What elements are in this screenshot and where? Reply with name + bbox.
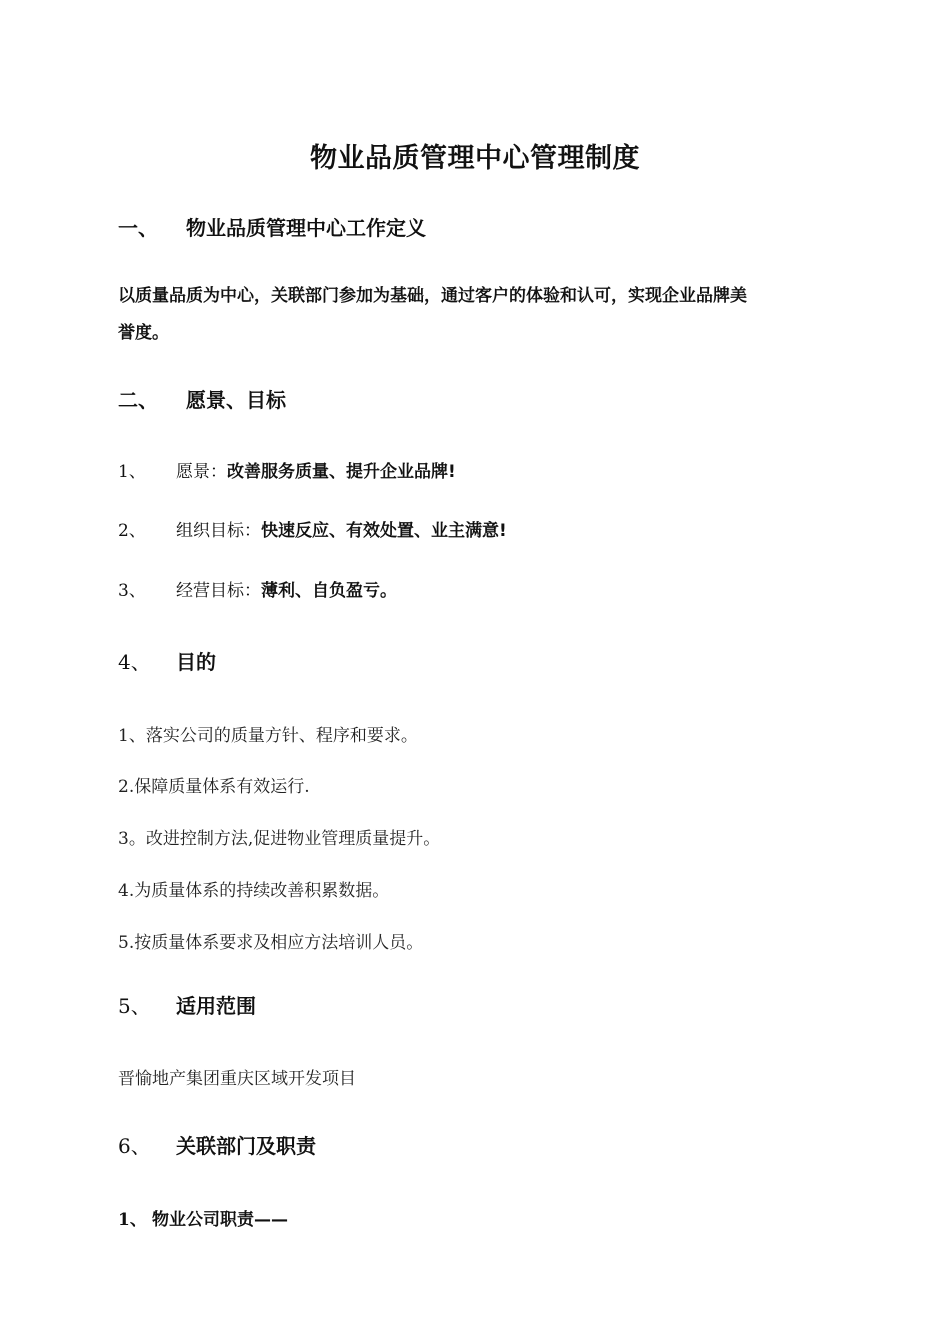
section-heading-purpose — [118, 646, 216, 675]
section-title: 愿景、目标 — [186, 388, 286, 412]
list-item — [118, 516, 507, 541]
list-item — [118, 576, 397, 601]
paragraph-line: 以质量品质为中心，关联部门参加为基础，通过客户的体验和认可，实现企业品牌美 — [118, 286, 747, 306]
section-number: 二、 — [118, 388, 158, 412]
item-number: 3、 — [118, 581, 146, 601]
section-number: 一、 — [118, 216, 158, 240]
section-number: 4、 — [118, 650, 151, 674]
purpose-item: 1、落实公司的质量方针、程序和要求。 — [118, 726, 418, 746]
section-heading-vision — [118, 384, 286, 413]
section-title: 适用范围 — [176, 994, 256, 1018]
purpose-item: 4.为质量体系的持续改善积累数据。 — [118, 881, 390, 901]
subsection-title: 物业公司职责—— — [152, 1210, 288, 1230]
purpose-item: 2.保障质量体系有效运行. — [118, 777, 310, 797]
purpose-item: 5.按质量体系要求及相应方法培训人员。 — [118, 933, 424, 953]
section-title: 关联部门及职责 — [176, 1134, 316, 1158]
section-number: 6、 — [118, 1134, 151, 1158]
item-value: 快速反应、有效处置、业主满意! — [261, 521, 507, 541]
item-label: 组织目标： — [176, 521, 261, 541]
section-heading-definition — [118, 212, 426, 241]
scope-text: 晋愉地产集团重庆区域开发项目 — [118, 1069, 356, 1089]
section-number: 5、 — [118, 994, 151, 1018]
item-number: 1、 — [118, 462, 146, 482]
item-value: 薄利、自负盈亏。 — [261, 581, 397, 601]
item-label: 愿景： — [176, 462, 227, 482]
section-heading-departments — [118, 1130, 316, 1159]
section-title: 目的 — [176, 650, 216, 674]
list-item — [118, 457, 456, 482]
item-value: 改善服务质量、提升企业品牌! — [227, 462, 456, 482]
item-label: 经营目标： — [176, 581, 261, 601]
document-title: 物业品质管理中心管理制度 — [310, 143, 640, 174]
definition-paragraph — [118, 278, 838, 352]
section-heading-scope — [118, 990, 256, 1019]
subsection-number: 1、 — [118, 1210, 147, 1230]
purpose-item: 3。改进控制方法,促进物业管理质量提升。 — [118, 829, 441, 849]
subsection-heading — [118, 1205, 288, 1230]
section-title: 物业品质管理中心工作定义 — [186, 216, 426, 240]
paragraph-line: 誉度。 — [118, 323, 169, 343]
item-number: 2、 — [118, 521, 146, 541]
